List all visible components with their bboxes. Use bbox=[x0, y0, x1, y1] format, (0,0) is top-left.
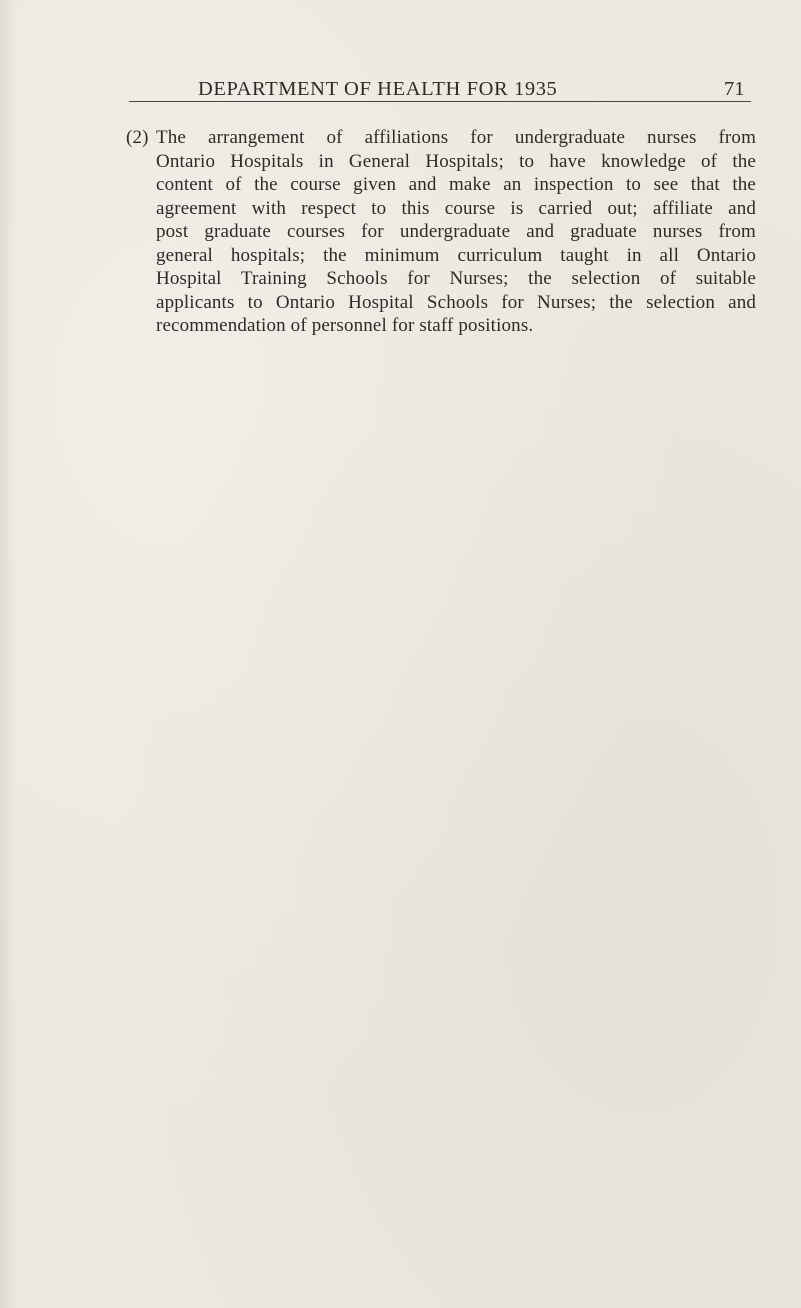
body-paragraph bbox=[126, 126, 756, 338]
running-header-title: DEPARTMENT OF HEALTH FOR 1935 bbox=[198, 78, 558, 100]
paragraph-line-4: agreement with respect to this course is carried out; affiliate and bbox=[156, 197, 756, 219]
paragraph-marker: (2) bbox=[126, 127, 149, 148]
paragraph-line-1 bbox=[126, 126, 756, 150]
paragraph-line-9: recommendation of personnel for staff positions. bbox=[156, 315, 534, 336]
header-rule bbox=[129, 101, 751, 102]
paragraph-line-6: general hospitals; the minimum curriculum taught in all Ontario bbox=[156, 244, 756, 266]
paragraph-line-7: Hospital Training Schools for Nurses; the selection of suitable bbox=[156, 268, 756, 289]
paragraph-line-2: Ontario Hospitals in General Hospitals; to have knowledge of the bbox=[156, 150, 756, 172]
paragraph-line-5: post graduate courses for undergraduate and graduate nurses from bbox=[156, 221, 756, 242]
page-number: 71 bbox=[724, 78, 745, 100]
paragraph-line-8: applicants to Ontario Hospital Schools for Nurses; the selection and bbox=[156, 291, 756, 313]
paragraph-line-3: content of the course given and make an inspection to see that the bbox=[156, 174, 756, 195]
running-header bbox=[0, 78, 801, 108]
page-edge-shadow bbox=[0, 0, 16, 1308]
paragraph-line-1-text: The arrangement of affiliations for undergraduate nurses from bbox=[156, 127, 756, 148]
